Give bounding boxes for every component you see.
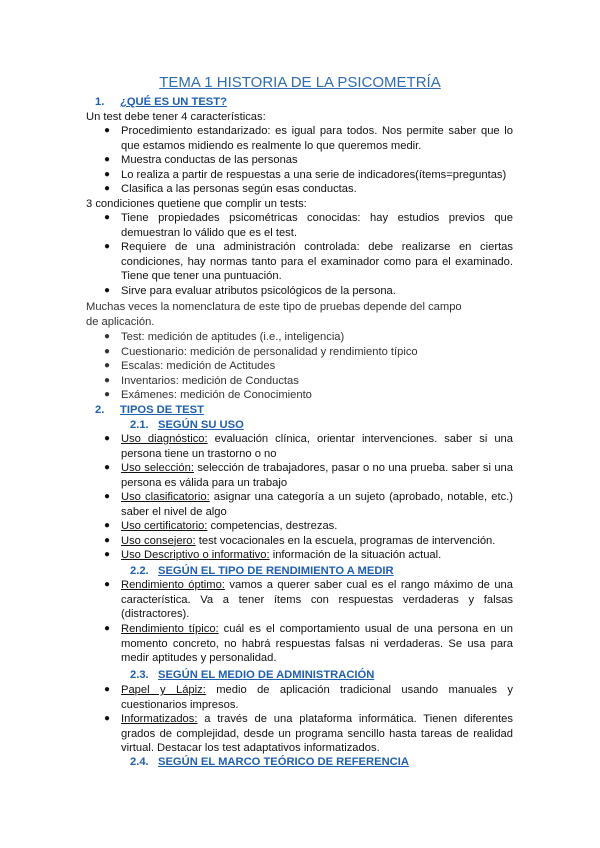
- list-item: ● Uso consejero: test vocacionales en la escuela, programas de intervención.: [104, 534, 496, 547]
- bullet-icon: ●: [104, 360, 111, 372]
- list-item: ● Requiere de una administración controlada: debe realizarse en ciertas condiciones, hay normas tanto para el examinador como para el examinado. Tiene que tener una puntuación.: [104, 241, 513, 283]
- conditions-list: [104, 211, 513, 299]
- list-item: ● Exámenes: medición de Conocimiento: [104, 389, 312, 402]
- list-item: ● Escalas: medición de Actitudes: [104, 360, 276, 373]
- intro-text: Un test debe tener 4 características:: [86, 111, 266, 123]
- bullet-icon: ●: [104, 374, 111, 386]
- section-2-heading: [95, 403, 204, 418]
- list-item: ● Lo realiza a partir de respuestas a una serie de indicadores(ítems=preguntas): [104, 168, 507, 181]
- section-title: TIPOS DE TEST: [120, 404, 204, 416]
- bullet-icon: ●: [104, 713, 111, 724]
- bullet-icon: ●: [104, 125, 111, 136]
- section-2-1-heading: [130, 418, 244, 433]
- uses-list: [104, 432, 513, 563]
- list-item: ● Uso diagnóstico: evaluación clínica, orientar intervenciones. saber si una persona tiene un trastorno o no: [104, 433, 513, 460]
- bullet-icon: ●: [104, 168, 111, 180]
- list-item: ● Uso selección: selección de trabajadores, pasar o no una prueba. saber si una persona es válida para un trabajo: [104, 462, 513, 489]
- bullet-icon: ●: [104, 212, 111, 223]
- bullet-icon: ●: [104, 520, 111, 531]
- section-2-2-heading: [130, 564, 394, 579]
- section-number: 2.1.: [130, 419, 149, 431]
- section-title: SEGÚN SU USO: [158, 419, 244, 431]
- bullet-icon: ●: [104, 579, 111, 590]
- performance-list: [104, 578, 513, 666]
- bullet-icon: ●: [104, 549, 111, 561]
- bullet-icon: ●: [104, 462, 111, 473]
- bullet-icon: ●: [104, 285, 111, 296]
- section-title: SEGÚN EL TIPO DE RENDIMIENTO A MEDIR: [158, 565, 394, 577]
- bullet-icon: ●: [104, 623, 111, 634]
- bullet-icon: ●: [104, 183, 111, 195]
- section-number: 2.: [95, 404, 105, 416]
- list-item: ● Procedimiento estandarizado: es igual para todos. Nos permite saber que lo que estamos midiendo es realmente lo que queremos medir.: [104, 125, 513, 152]
- page-title: TEMA 1 HISTORIA DE LA PSICOMETRÍA: [159, 74, 441, 91]
- list-item: ● Inventarios: medición de Conductas: [104, 374, 299, 387]
- list-item: ● Clasifica a las personas según esas conductas.: [104, 183, 357, 196]
- bullet-icon: ●: [104, 433, 111, 444]
- bullet-icon: ●: [104, 154, 111, 165]
- section-number: 1.: [95, 96, 105, 108]
- section-title: SEGÚN EL MEDIO DE ADMINISTRACIÓN: [158, 669, 375, 681]
- list-item: ● Test: medición de aptitudes (i.e., inteligencia): [104, 331, 345, 343]
- list-item: ● Uso clasificatorio: asignar una categoría a un sujeto (aprobado, notable, etc.) saber el nivel de algo: [104, 491, 513, 518]
- section-number: 2.2.: [130, 565, 149, 577]
- list-item: ● Sirve para evaluar atributos psicológicos de la persona.: [104, 285, 396, 297]
- section-2-4-heading: [130, 755, 409, 770]
- administration-list: [104, 683, 514, 756]
- bullet-icon: ●: [104, 331, 111, 342]
- bullet-icon: ●: [104, 345, 111, 357]
- section-title: SEGÚN EL MARCO TEÓRICO DE REFERENCIA: [158, 756, 409, 768]
- list-item: ● Informatizados: a través de una plataforma informática. Tienen diferentes grados de complejidad, desde un programa sencillo hasta tareas de realidad virtual. Destacar los test adaptativos informatizados.: [104, 713, 513, 755]
- list-item: ● Rendimiento típico: cuál es el comportamiento usual de una persona en un momento concreto, no habrá respuestas falsas ni verdaderas. Se usa para medir aptitudes y personalidad.: [104, 623, 513, 665]
- list-item: ● Cuestionario: medición de personalidad y rendimiento típico: [104, 345, 418, 358]
- section-2-3-heading: [130, 668, 374, 683]
- bullet-icon: ●: [104, 241, 111, 252]
- bullet-icon: ●: [104, 684, 111, 695]
- section-number: 2.3.: [130, 669, 149, 681]
- list-item: ● Papel y Lápiz: medio de aplicación tradicional usando manuales y cuestionarios impresos.: [104, 684, 514, 711]
- list-item: ● Uso Descriptivo o informativo: información de la situación actual.: [104, 549, 442, 562]
- list-item: ● Uso certificatorio: competencias, destrezas.: [104, 520, 338, 532]
- section-number: 2.4.: [130, 756, 149, 768]
- list-item: ● Muestra conductas de las personas: [104, 154, 298, 166]
- section-1-heading: [95, 95, 227, 110]
- nomenclature-text: Muchas veces la nomenclatura de este tipo de pruebas depende del campo de aplicación.: [86, 301, 462, 328]
- list-item: ● Tiene propiedades psicométricas conocidas: hay estudios previos que demuestran lo válido que es el test.: [104, 212, 513, 239]
- section-title: ¿QUÉ ES UN TEST?: [120, 96, 227, 108]
- bullet-icon: ●: [104, 389, 111, 401]
- intro-text: 3 condiciones quetiene que complir un tests:: [86, 198, 307, 210]
- bullet-icon: ●: [104, 534, 111, 546]
- characteristics-list: [104, 124, 513, 197]
- list-item: ● Rendimiento óptimo: vamos a querer saber cual es el rango máximo de una característica. Va a tener ítems con respuestas verdaderas y falsas (distractores).: [104, 579, 513, 621]
- nomenclature-list: [104, 330, 513, 403]
- bullet-icon: ●: [104, 491, 111, 502]
